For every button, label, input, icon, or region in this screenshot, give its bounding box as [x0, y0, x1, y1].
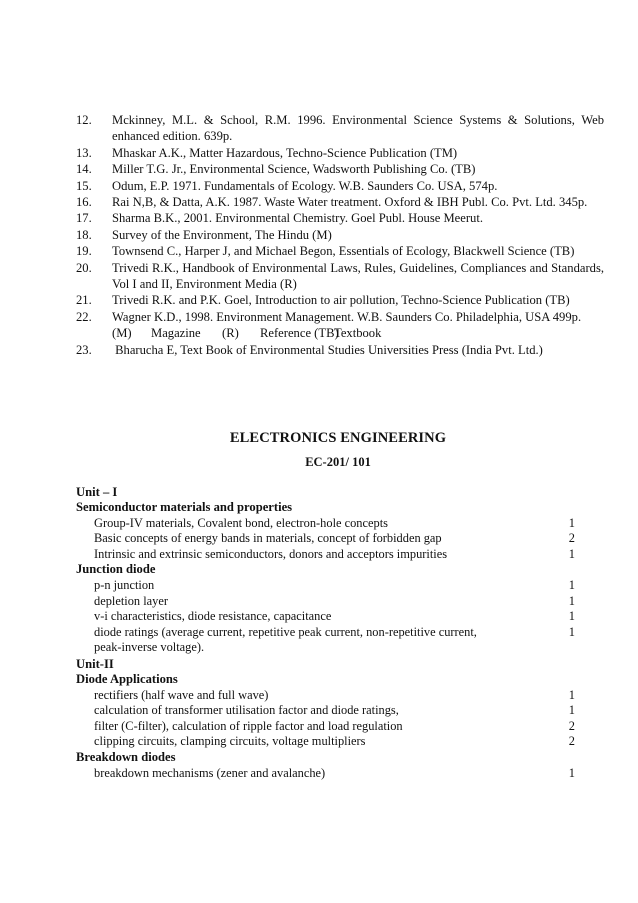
lecture-hours: 2: [568, 531, 575, 546]
reference-line: Trivedi R.K. and P.K. Goel, Introduction to air pollution, Techno-Science Publication (TB): [112, 293, 570, 308]
reference-line: Miller T.G. Jr., Environmental Science, Wadsworth Publishing Co. (TB): [112, 162, 476, 177]
syllabus-item: p-n junction: [94, 577, 155, 592]
legend-textbook: Textbook: [334, 326, 382, 341]
reference-number: 17.: [76, 211, 92, 226]
reference-number: 23.: [76, 342, 92, 357]
unit-heading: Unit-II: [76, 656, 114, 671]
syllabus-item: filter (C-filter), calculation of ripple factor and load regulation: [94, 718, 403, 733]
syllabus-row: [76, 578, 575, 594]
reference-text: [112, 194, 604, 210]
syllabus-row: [76, 516, 575, 532]
reference-line: Mckinney, M.L. & School, R.M. 1996. Environmental Science Systems & Solutions, Web: [112, 113, 604, 127]
reference-number: 22.: [76, 309, 92, 324]
legend-reference-tb: Reference (TB): [260, 326, 339, 341]
reference-item: [76, 260, 604, 293]
lecture-hours: 1: [568, 687, 575, 702]
syllabus-row: [76, 594, 575, 610]
reference-text: [112, 260, 604, 293]
reference-line: Trivedi R.K., Handbook of Environmental Laws, Rules, Guidelines, Compliances and Standards,: [112, 260, 604, 275]
reference-item: [76, 112, 604, 145]
reference-line: Wagner K.D., 1998. Environment Management. W.B. Saunders Co. Philadelphia, USA 499p.: [112, 309, 582, 324]
topic-heading: Junction diode: [76, 562, 156, 577]
syllabus-item: Intrinsic and extrinsic semiconductors, donors and acceptors impurities: [94, 546, 448, 561]
reference-item: [76, 227, 604, 243]
syllabus-item: rectifiers (half wave and full wave): [94, 687, 269, 702]
reference-line: Survey of the Environment, The Hindu (M): [112, 227, 332, 242]
reference-number: 21.: [76, 293, 92, 308]
reference-item: [76, 292, 604, 308]
reference-text: [112, 243, 604, 259]
references-list: [76, 112, 604, 358]
reference-line: Odum, E.P. 1971. Fundamentals of Ecology. W.B. Saunders Co. USA, 574p.: [112, 178, 498, 193]
reference-number: 13.: [76, 145, 92, 160]
syllabus-row: [76, 609, 575, 625]
reference-text: [112, 210, 604, 226]
reference-line: Rai N,B, & Datta, A.K. 1987. Waste Water treatment. Oxford & IBH Publ. Co. Pvt. Ltd. 345p.: [112, 195, 588, 210]
syllabus-row: [76, 625, 575, 641]
reference-item: [76, 342, 604, 358]
reference-line: Sharma B.K., 2001. Environmental Chemistry. Goel Publ. House Meerut.: [112, 211, 483, 226]
reference-line: Mhaskar A.K., Matter Hazardous, Techno-Science Publication (TM): [112, 145, 458, 160]
lecture-hours: 1: [568, 577, 575, 592]
syllabus-item: calculation of transformer utilisation factor and diode ratings,: [94, 703, 399, 718]
syllabus-row: [76, 734, 575, 750]
reference-number: 19.: [76, 244, 92, 259]
reference-item: [76, 194, 604, 210]
reference-text: [112, 161, 604, 177]
topic-heading: Diode Applications: [76, 671, 178, 686]
course-title: ELECTRONICS ENGINEERING: [229, 430, 447, 446]
reference-item: [76, 309, 604, 342]
syllabus-item: diode ratings (average current, repetitive peak current, non-repetitive current,: [94, 624, 477, 639]
reference-number: 16.: [76, 195, 92, 210]
reference-line: enhanced edition. 639p.: [112, 129, 233, 144]
lecture-hours: 1: [568, 593, 575, 608]
reference-text: [112, 145, 604, 161]
legend-magazine: Magazine: [151, 326, 201, 341]
syllabus-item: Group-IV materials, Covalent bond, electron-hole concepts: [94, 515, 388, 530]
topic-heading: Semiconductor materials and properties: [76, 500, 293, 514]
reference-item: [76, 210, 604, 226]
lecture-hours: 1: [568, 546, 575, 561]
syllabus-row: [76, 640, 575, 656]
reference-line: Vol I and II, Environment Media (R): [112, 277, 297, 292]
reference-line: Bharucha E, Text Book of Environmental Studies Universities Press (India Pvt. Ltd.): [112, 342, 543, 357]
lecture-hours: 2: [568, 718, 575, 733]
reference-item: [76, 243, 604, 259]
lecture-hours: 2: [568, 734, 575, 749]
reference-item: [76, 145, 604, 161]
reference-text: [112, 342, 604, 358]
reference-number: 20.: [76, 260, 92, 275]
syllabus-item: peak-inverse voltage).: [94, 640, 205, 655]
reference-number: 14.: [76, 162, 92, 177]
syllabus-item: clipping circuits, clamping circuits, voltage multipliers: [94, 734, 366, 749]
reference-text: [112, 309, 604, 342]
reference-line: Townsend C., Harper J, and Michael Begon, Essentials of Ecology, Blackwell Science (TB): [112, 244, 575, 259]
syllabus-row: [76, 531, 575, 547]
legend-line: [112, 325, 604, 341]
reference-number: 18.: [76, 227, 92, 242]
syllabus-row: [76, 766, 575, 782]
reference-number: 15.: [76, 178, 92, 193]
reference-item: [76, 161, 604, 177]
reference-text: [112, 112, 604, 145]
syllabus-row: [76, 719, 575, 735]
syllabus-row: [76, 703, 575, 719]
legend-code-r: (R): [222, 326, 239, 341]
reference-text: [112, 178, 604, 194]
topic-heading: Breakdown diodes: [76, 749, 176, 764]
reference-text: [112, 292, 604, 308]
syllabus-item: breakdown mechanisms (zener and avalanche): [94, 765, 326, 780]
lecture-hours: 1: [568, 624, 575, 639]
syllabus-row: [76, 688, 575, 704]
syllabus: [76, 484, 575, 781]
unit-heading: Unit – I: [76, 485, 118, 499]
lecture-hours: 1: [568, 703, 575, 718]
course-code: EC-201/ 101: [305, 455, 371, 469]
syllabus-item: depletion layer: [94, 593, 168, 608]
syllabus-item: v-i characteristics, diode resistance, capacitance: [94, 609, 332, 624]
lecture-hours: 1: [568, 765, 575, 780]
syllabus-row: [76, 547, 575, 563]
lecture-hours: 1: [568, 609, 575, 624]
reference-text: [112, 227, 604, 243]
legend-code-m: (M): [112, 326, 132, 341]
syllabus-item: Basic concepts of energy bands in materials, concept of forbidden gap: [94, 531, 442, 546]
lecture-hours: [555, 640, 575, 656]
reference-item: [76, 178, 604, 194]
reference-number: 12.: [76, 113, 92, 127]
lecture-hours: 1: [568, 515, 575, 530]
